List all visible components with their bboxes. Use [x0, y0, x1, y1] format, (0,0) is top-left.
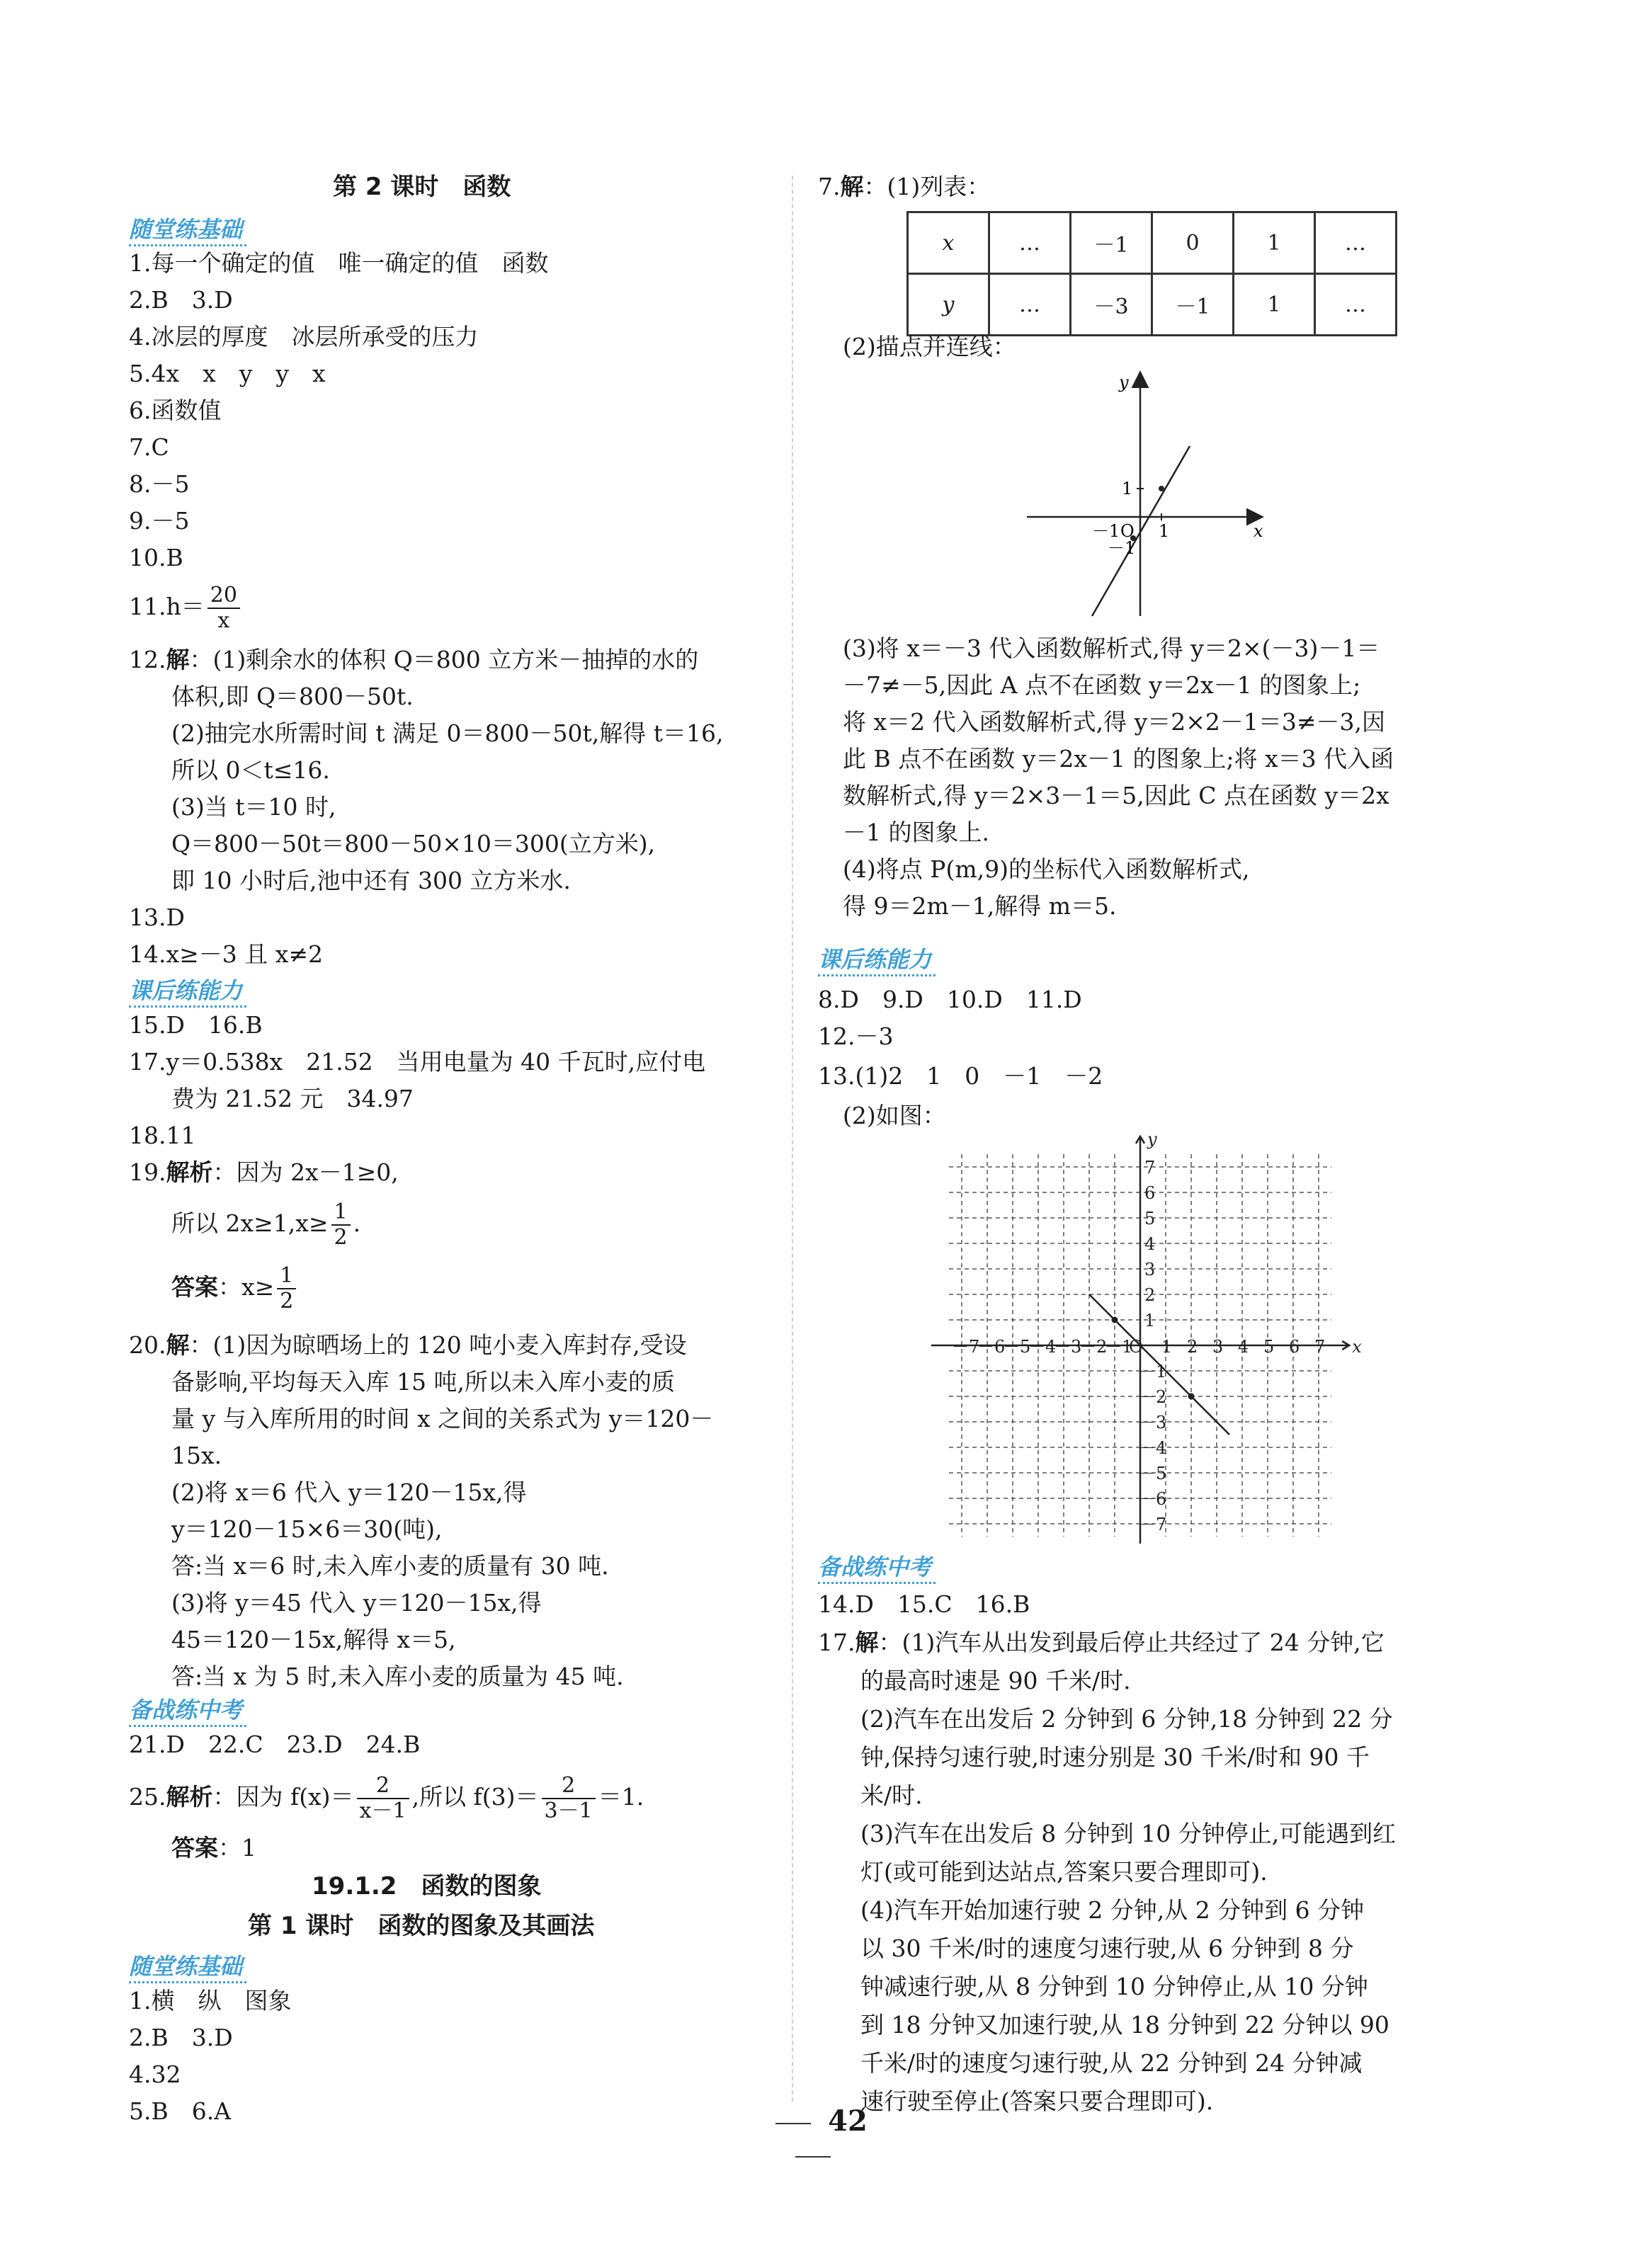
plot-point — [1188, 1394, 1195, 1400]
table-cell: … — [989, 274, 1071, 336]
tick-label: 7 — [1314, 1337, 1326, 1357]
plot-point — [1112, 1317, 1118, 1323]
answer-line: Q＝800－50t＝800－50×10＝300(立方米), — [171, 830, 656, 857]
tick-label: －5 — [1139, 1464, 1167, 1483]
answer-line: 到 18 分钟又加速行驶,从 18 分钟到 22 分钟以 90 — [860, 2011, 1389, 2039]
y-axis-label: y — [1119, 372, 1129, 392]
subsection-heading: 19.1.2 函数的图象 — [312, 1872, 542, 1901]
lesson-heading: 第 2 课时 函数 — [333, 173, 511, 201]
tick-label: －1 — [1092, 521, 1120, 541]
section-tag: 随堂练基础 — [129, 1953, 246, 1983]
tick-label: －5 — [1003, 1337, 1031, 1357]
table-cell: －1 — [1152, 274, 1234, 336]
y-axis-label: y — [1147, 1133, 1157, 1149]
answer-line: 钟减速行驶,从 8 分钟到 10 分钟停止,从 10 分钟 — [860, 1973, 1368, 2000]
answer-line: 4.冰层的厚度 冰层所承受的压力 — [129, 323, 479, 351]
answer-line: 19.解析：因为 2x－1≥0, — [129, 1158, 399, 1186]
origin-label: O — [1129, 1337, 1143, 1357]
tick-label: －2 — [1079, 1337, 1108, 1357]
tick-label: 3 — [1212, 1337, 1224, 1357]
page-number: 42 — [729, 2104, 897, 2171]
answer-line: 6.函数值 — [129, 397, 222, 424]
answer-line: 9.－5 — [129, 507, 190, 535]
grid-graph — [928, 1133, 1367, 1544]
answer-line: (3)将 y＝45 代入 y＝120－15x,得 — [171, 1589, 542, 1617]
answer-line: 21.D 22.C 23.D 24.B — [129, 1731, 421, 1758]
answer-line: 速行驶至停止(答案只要合理即可). — [860, 2087, 1214, 2115]
answer-line: 10.B — [129, 544, 183, 571]
table-row — [908, 274, 1397, 336]
tick-label: 1 — [1122, 479, 1133, 498]
tick-label: 1 — [1144, 1311, 1156, 1330]
tick-label: 2 — [1187, 1337, 1198, 1357]
tick-label: 4 — [1144, 1234, 1156, 1254]
section-tag: 课后练能力 — [818, 946, 936, 976]
answer-line: 17.解：(1)汽车从出发到最后停止共经过了 24 分钟,它 — [818, 1629, 1385, 1656]
answer-line: 5.B 6.A — [129, 2097, 232, 2125]
tick-label: －7 — [1139, 1515, 1167, 1534]
answer-line: 25.解析：因为 f(x)＝ $\frac{2}{x-1}$ ,所以 f(3)＝ $\frac{2}{3-1}$ ＝1. — [129, 1773, 644, 1823]
answer-line: (4)将点 P(m,9)的坐标代入函数解析式, — [843, 855, 1250, 883]
line-graph — [1020, 368, 1275, 623]
table-cell: x — [908, 212, 989, 274]
table-row — [908, 212, 1397, 274]
answer-line: 即 10 小时后,池中还有 300 立方米水. — [171, 867, 571, 894]
answer-line: 得 9＝2m－1,解得 m＝5. — [843, 892, 1117, 920]
section-tag: 课后练能力 — [129, 977, 246, 1008]
answer-line: 答案：1 — [171, 1834, 256, 1862]
answer-line: (3)当 t＝10 时, — [171, 793, 336, 821]
answer-line: 的最高时速是 90 千米/时. — [860, 1667, 1131, 1694]
tick-label: 5 — [1144, 1209, 1156, 1229]
answer-line: 14.D 15.C 16.B — [818, 1590, 1030, 1618]
tick-label: －6 — [977, 1337, 1006, 1357]
table-cell: －1 — [1071, 212, 1152, 274]
x-axis-label: x — [1253, 521, 1263, 541]
tick-label: 6 — [1144, 1183, 1156, 1203]
answer-line: 1.横 纵 图象 — [129, 1987, 292, 2015]
table-cell: … — [1315, 274, 1397, 336]
answer-line: 5.4x x y y x — [129, 360, 326, 387]
tick-label: －2 — [1139, 1387, 1167, 1407]
answer-line: y＝120－15×6＝30(吨), — [171, 1515, 443, 1543]
tick-label: －3 — [1139, 1413, 1167, 1432]
answer-line: (2)抽完水所需时间 t 满足 0＝800－50t,解得 t＝16, — [171, 719, 724, 747]
answer-line: 11.h＝ $\frac{20}{x}$ — [129, 582, 243, 633]
answer-line: 8.D 9.D 10.D 11.D — [818, 986, 1082, 1013]
answer-line: 量 y 与入库所用的时间 x 之间的关系式为 y＝120－ — [171, 1405, 714, 1432]
tick-label: 2 — [1144, 1285, 1156, 1305]
tick-label: 7 — [1144, 1158, 1156, 1178]
table-cell: －3 — [1071, 274, 1152, 336]
table-cell: 1 — [1234, 212, 1315, 274]
answer-line: 体积,即 Q＝800－50t. — [171, 683, 414, 710]
answer-line: (2)描点并连线： — [843, 333, 1016, 360]
answer-line: 15.D 16.B — [129, 1011, 263, 1039]
answer-line: 费为 21.52 元 34.97 — [171, 1085, 414, 1112]
table-cell: … — [1315, 212, 1397, 274]
answer-line: －7≠－5,因此 A 点不在函数 y＝2x－1 的图象上; — [843, 671, 1361, 699]
table-cell: 1 — [1234, 274, 1315, 336]
answer-line: (4)汽车开始加速行驶 2 分钟,从 2 分钟到 6 分钟 — [860, 1896, 1365, 1924]
answer-line: 钟,保持匀速行驶,时速分别是 30 千米/时和 90 千 — [860, 1743, 1370, 1771]
tick-label: －4 — [1028, 1337, 1057, 1357]
answer-line: －1 的图象上. — [843, 819, 989, 846]
answer-line: 13.(1)2 1 0 －1 －2 — [818, 1062, 1103, 1090]
answer-line: (3)将 x＝－3 代入函数解析式,得 y＝2×(－3)－1＝ — [843, 634, 1380, 662]
answer-line: 18.11 — [129, 1122, 196, 1149]
table-cell: 0 — [1152, 212, 1234, 274]
answer-line: 12.解：(1)剩余水的体积 Q＝800 立方米－抽掉的水的 — [129, 646, 699, 673]
tick-label: 5 — [1263, 1337, 1275, 1357]
tick-label: 3 — [1144, 1260, 1156, 1280]
column-divider — [792, 176, 793, 2102]
tick-label: －7 — [952, 1337, 980, 1357]
tick-label: －3 — [1054, 1337, 1082, 1357]
tick-label: －1 — [1105, 1337, 1133, 1357]
answer-line: (3)汽车在出发后 8 分钟到 10 分钟停止,可能遇到红 — [860, 1820, 1397, 1847]
answer-line: 米/时. — [860, 1782, 923, 1809]
plot-point — [1159, 486, 1164, 491]
tick-label: －6 — [1139, 1489, 1167, 1509]
tick-label: 6 — [1289, 1337, 1300, 1357]
tick-label: －4 — [1139, 1438, 1167, 1458]
lesson-heading: 第 1 课时 函数的图象及其画法 — [248, 1912, 595, 1940]
answer-line: 将 x＝2 代入函数解析式,得 y＝2×2－1＝3≠－3,因 — [843, 708, 1385, 736]
tick-label: 4 — [1238, 1337, 1249, 1357]
answer-line: 备影响,平均每天入库 15 吨,所以未入库小麦的质 — [171, 1368, 675, 1396]
answer-line: 4.32 — [129, 2061, 181, 2088]
answer-line: 1.每一个确定的值 唯一确定的值 函数 — [129, 249, 549, 277]
answer-line: 数解析式,得 y＝2×3－1＝5,因此 C 点在函数 y＝2x — [843, 782, 1389, 809]
answer-line: (2)汽车在出发后 2 分钟到 6 分钟,18 分钟到 22 分 — [860, 1705, 1393, 1733]
answer-line: (2)如图： — [843, 1102, 946, 1129]
x-axis-label: x — [1352, 1337, 1362, 1357]
table-cell: y — [908, 274, 989, 336]
tick-label: 1 — [1161, 1337, 1173, 1357]
answer-line: 13.D — [129, 904, 185, 931]
answer-line: 8.－5 — [129, 470, 190, 498]
answer-line: 灯(或可能到达站点,答案只要合理即可). — [860, 1858, 1268, 1886]
answer-line: 20.解：(1)因为晾晒场上的 120 吨小麦入库封存,受设 — [129, 1331, 687, 1359]
answer-line: 7.C — [129, 433, 169, 461]
answer-line: 45＝120－15x,解得 x＝5, — [171, 1626, 456, 1653]
tick-label: 1 — [1159, 521, 1170, 541]
tick-label: －1 — [1139, 1362, 1167, 1381]
answer-line: 所以 2x≥1,x≥ $\frac{1}{2}$ . — [171, 1199, 361, 1250]
answer-line: 17.y＝0.538x 21.52 当用电量为 40 千瓦时,应付电 — [129, 1048, 706, 1076]
answer-line: 答:当 x＝6 时,未入库小麦的质量有 30 吨. — [171, 1552, 609, 1580]
answer-line: 千米/时的速度匀速行驶,从 22 分钟到 24 分钟减 — [860, 2049, 1363, 2077]
answer-line: 答案：x≥ $\frac{1}{2}$ — [171, 1260, 299, 1314]
answer-line: 此 B 点不在函数 y＝2x－1 的图象上;将 x＝3 代入函 — [843, 745, 1394, 773]
answer-line: 所以 0＜t≤16. — [171, 756, 330, 784]
answer-line: 2.B 3.D — [129, 2024, 233, 2051]
section-tag: 备战练中考 — [129, 1697, 246, 1727]
value-table — [906, 211, 1397, 336]
answer-line: 以 30 千米/时的速度匀速行驶,从 6 分钟到 8 分 — [860, 1934, 1354, 1962]
answer-line: 14.x≥－3 且 x≠2 — [129, 940, 323, 968]
answer-line: 答:当 x 为 5 时,未入库小麦的质量为 45 吨. — [171, 1663, 624, 1690]
answer-line: 2.B 3.D — [129, 286, 233, 314]
answer-line: 12.－3 — [818, 1022, 894, 1050]
section-tag: 备战练中考 — [818, 1554, 936, 1584]
tick-label: －1 — [1108, 538, 1136, 558]
answer-line: 7.解：(1)列表： — [818, 173, 991, 200]
origin-label: O — [1120, 521, 1135, 541]
answer-line: 15x. — [171, 1442, 222, 1469]
table-cell: … — [989, 212, 1071, 274]
answer-line: (2)将 x＝6 代入 y＝120－15x,得 — [171, 1478, 527, 1506]
section-tag: 随堂练基础 — [129, 216, 246, 246]
